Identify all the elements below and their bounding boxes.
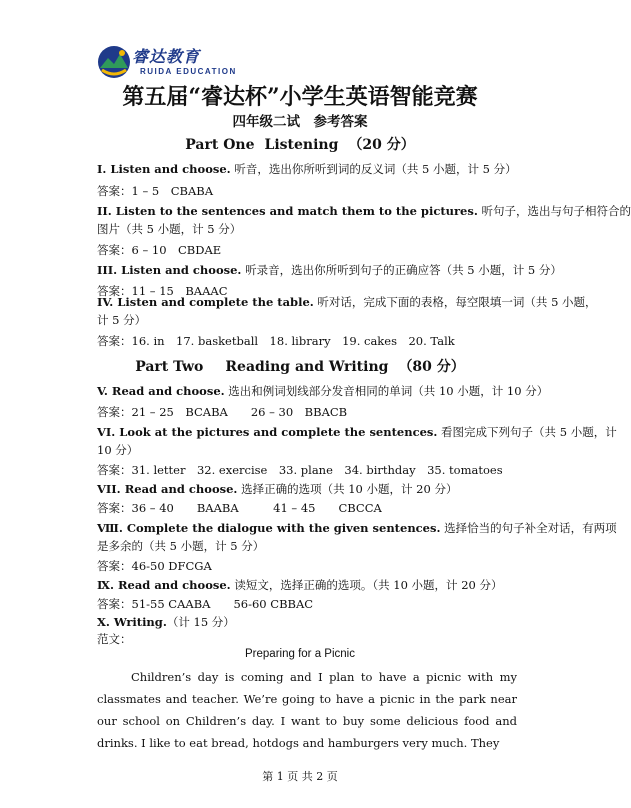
section-answer: 答案：16. in 17. basketball 18. library 19. cakes 20. Talk [97,334,455,348]
part-two-heading [0,356,600,376]
section-heading: Ⅷ. Complete the dialogue with the given sentences. 选择恰当的句子补全对话，有两项 [97,521,617,535]
section-heading: III. Listen and choose. 听录音，选出你所听到句子的正确应答（共 5 小题，计 5 分） [97,263,562,277]
part-one-name: Part One [185,137,255,153]
part-one-heading [0,134,600,154]
section-answer: 答案：36 – 40 BAABA 41 – 45 CBCCA [97,501,382,515]
section-answer: 答案：6 – 10 CBDAE [97,243,222,257]
section-heading-continued: 10 分） [97,443,139,457]
section-heading: VII. Read and choose. 选择正确的选项（共 10 小题，计 20 分） [97,482,458,496]
essay-paragraph: Children’s day is coming and I plan to have a picnic with my classmates and teacher. We’re going to have a picnic in the park near our school on Children’s day. I want to buy some delicious food and drinks. I like to eat bread, hotdogs and hamburgers very much. They [97,670,517,750]
part-two-points: （80 分） [398,359,465,375]
section-heading: V. Read and choose. 选出和例词划线部分发音相同的单词（共 10 小题，计 10 分） [97,384,549,398]
section-heading-continued: 计 5 分） [97,313,147,327]
part-one-points: （20 分） [348,137,415,153]
page-footer: 第 1 页 共 2 页 [262,770,338,783]
part-one-title: Listening [264,137,339,153]
section-answer: 答案：21 – 25 BCABA 26 – 30 BBACB [97,405,348,419]
section-answer: 答案：51-55 CAABA 56-60 CBBAC [97,597,314,611]
section-heading: X. Writing.（计 15 分） [97,615,235,629]
logo-english-text: RUIDA EDUCATION [140,67,237,76]
section-heading: IV. Listen and complete the table. 听对话，完成下面的表格，每空限填一词（共 5 小题， [97,295,597,309]
section-answer: 答案：11 – 15 BAAAC [97,284,228,298]
ruida-logo [96,42,246,84]
essay-body [97,666,517,754]
section-heading: Ⅸ. Read and choose. 读短文，选择正确的选项。（共 10 小题，计 20 分） [97,578,503,592]
part-two-title: Reading and Writing [225,359,389,375]
logo-chinese-text: 睿达教育 [132,47,201,66]
section-heading-continued: 是多余的（共 5 小题，计 5 分） [97,539,265,553]
part-two-name: Part Two [135,359,204,375]
essay-title: Preparing for a Picnic [245,648,355,660]
section-answer: 答案：46-50 DFCGA [97,559,212,573]
section-heading-continued: 图片（共 5 小题，计 5 分） [97,222,242,236]
page-subtitle: 四年级二试 参考答案 [232,114,368,130]
section-heading: I. Listen and choose. 听音，选出你所听到词的反义词（共 5 小题，计 5 分） [97,162,517,176]
section-heading: VI. Look at the pictures and complete the sentences. 看图完成下列句子（共 5 小题，计 [97,425,617,439]
section-answer: 答案：1 – 5 CBABA [97,184,214,198]
page-title: 第五届“睿达杯”小学生英语智能竞赛 [122,84,478,110]
logo-emblem-icon [96,44,132,84]
section-answer: 范文： [97,632,132,646]
section-answer: 答案：31. letter 32. exercise 33. plane 34. birthday 35. tomatoes [97,463,503,477]
section-heading: II. Listen to the sentences and match them to the pictures. 听句子，选出与句子相符合的 [97,204,631,218]
